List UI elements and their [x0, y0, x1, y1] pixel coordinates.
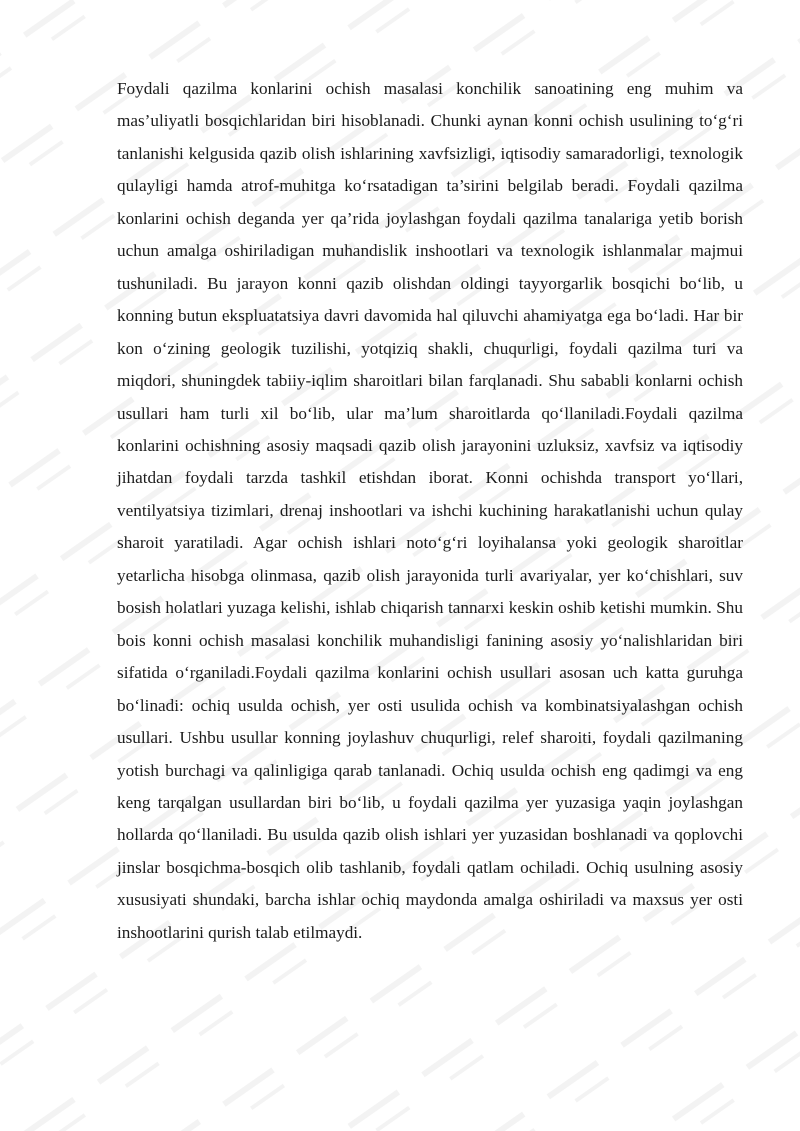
document-body	[117, 73, 743, 949]
body-paragraph: Foydali qazilma konlarini ochish masalasi konchilik sanoatining eng muhim va mas’uliyatli bosqichlaridan biri hisoblanadi. Chunki aynan konni ochish usulining to‘g‘ri tanlanishi kelgusida qazib olish ishlarining xavfsizligi, iqtisodiy samaradorligi, texnologik qulayligi hamda atrof-muhitga ko‘rsatadigan ta’sirini belgilab beradi. Foydali qazilma konlarini ochish deganda yer qa’rida joylashgan foydali qazilma tanalariga yetib borish uchun amalga oshiriladigan muhandislik inshootlari va texnologik ishlanmalar majmui tushuniladi. Bu jarayon konni qazib olishdan oldingi tayyorgarlik bosqichi bo‘lib, u konning butun ekspluatatsiya davri davomida hal qiluvchi ahamiyatga ega bo‘ladi. Har bir kon o‘zining geologik tuzilishi, yotqiziq shakli, chuqurligi, foydali qazilma turi va miqdori, shuningdek tabiiy-iqlim sharoitlari bilan farqlanadi. Shu sababli konlarni ochish usullari ham turli xil bo‘lib, ular ma’lum sharoitlarda qo‘llaniladi.Foydali qazilma konlarini ochishning asosiy maqsadi qazib olish jarayonini uzluksiz, xavfsiz va iqtisodiy jihatdan foydali tarzda tashkil etishdan iborat. Konni ochishda transport yo‘llari, ventilyatsiya tizimlari, drenaj inshootlari va ishchi kuchining harakatlanishi uchun qulay sharoit yaratiladi. Agar ochish ishlari noto‘g‘ri loyihalansa yoki geologik sharoitlar yetarlicha hisobga olinmasa, qazib olish jarayonida turli avariyalar, yer ko‘chishlari, suv bosish holatlari yuzaga kelishi, ishlab chiqarish tannarxi keskin oshib ketishi mumkin. Shu bois konni ochish masalasi konchilik muhandisligi fanining asosiy yo‘nalishlaridan biri sifatida o‘rganiladi.Foydali qazilma konlarini ochish usullari asosan uch katta guruhga bo‘linadi: ochiq usulda ochish, yer osti usulida ochish va kombinatsiyalashgan ochish usullari. Ushbu usullar konning joylashuv chuqurligi, relef sharoiti, foydali qazilmaning yotish burchagi va qalinligiga qarab tanlanadi. Ochiq usulda ochish eng qadimgi va eng keng tarqalgan usullardan biri bo‘lib, u foydali qazilma yer yuzasiga yaqin joylashgan hollarda qo‘llaniladi. Bu usulda qazib olish ishlari yer yuzasidan boshlanadi va qoplovchi jinslar bosqichma-bosqich olib tashlanib, foydali qatlam ochiladi. Ochiq usulning asosiy xususiyati shundaki, barcha ishlar ochiq maydonda amalga oshiriladi va maxsus yer osti inshootlarini qurish talab etilmaydi.	[117, 79, 743, 942]
